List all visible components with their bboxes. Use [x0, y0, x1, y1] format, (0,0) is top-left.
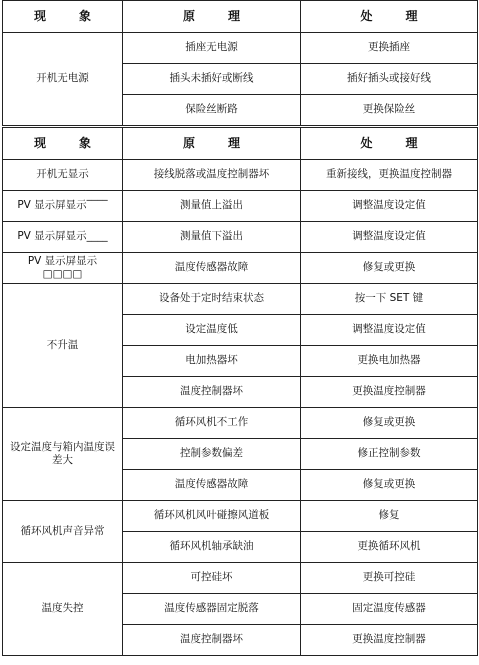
header-cause-label: 原 理 [183, 136, 255, 150]
action-cell: 按一下 SET 键 [301, 284, 478, 315]
phenomenon-cell: PV 显示屏显示□□□□ [3, 253, 123, 284]
phenomenon-cell: 设定温度与箱内温度误差大 [3, 408, 123, 501]
cause-cell: 设备处于定时结束状态 [123, 284, 301, 315]
table-row [3, 284, 478, 315]
cause-cell: 温度控制器坏 [123, 625, 301, 656]
cause-cell: 温度传感器固定脱落 [123, 594, 301, 625]
table-row [3, 501, 478, 532]
cause-cell: 测量值下溢出 [123, 222, 301, 253]
phenomenon-cell: PV 显示屏显示____ [3, 222, 123, 253]
cause-cell: 电加热器坏 [123, 346, 301, 377]
cause-cell: 循环风机风叶碰擦风道板 [123, 501, 301, 532]
cause-cell: 温度传感器故障 [123, 253, 301, 284]
cause-cell: 接线脱落或温度控制器坏 [123, 160, 301, 191]
phenomenon-cell: 温度失控 [3, 563, 123, 656]
cause-cell: 测量值上溢出 [123, 191, 301, 222]
phenomenon-cell: 开机无显示 [3, 160, 123, 191]
table-row [3, 191, 478, 222]
table-row [3, 563, 478, 594]
cause-cell: 设定温度低 [123, 315, 301, 346]
header-phenomenon [3, 1, 123, 33]
action-cell: 更换保险丝 [301, 95, 478, 127]
action-cell: 更换插座 [301, 33, 478, 64]
header-phenomenon-label: 现 象 [34, 9, 106, 23]
table-row [3, 408, 478, 439]
action-cell: 调整温度设定值 [301, 191, 478, 222]
header-phenomenon [3, 127, 123, 160]
action-cell: 更换循环风机 [301, 532, 478, 563]
action-cell: 更换电加热器 [301, 346, 478, 377]
phenomenon-cell: 不升温 [3, 284, 123, 408]
action-cell: 修复或更换 [301, 408, 478, 439]
header-action [301, 127, 478, 160]
header-action-label: 处 理 [360, 9, 432, 23]
phenomenon-cell: 循环风机声音异常 [3, 501, 123, 563]
action-cell: 插好插头或接好线 [301, 64, 478, 95]
header-row [3, 1, 478, 33]
phenomenon-cell: 开机无电源 [3, 33, 123, 127]
table-row [3, 222, 478, 253]
troubleshooting-table-body [3, 1, 478, 656]
header-action [301, 1, 478, 33]
table-row [3, 253, 478, 284]
cause-cell: 温度传感器故障 [123, 470, 301, 501]
action-cell: 更换温度控制器 [301, 377, 478, 408]
table-row [3, 160, 478, 191]
cause-cell: 控制参数偏差 [123, 439, 301, 470]
cause-cell: 温度控制器坏 [123, 377, 301, 408]
action-cell: 修正控制参数 [301, 439, 478, 470]
action-cell: 修复或更换 [301, 253, 478, 284]
troubleshooting-table [2, 0, 478, 656]
action-cell: 固定温度传感器 [301, 594, 478, 625]
header-row [3, 127, 478, 160]
header-cause [123, 127, 301, 160]
action-cell: 更换可控硅 [301, 563, 478, 594]
header-cause-label: 原 理 [183, 9, 255, 23]
cause-cell: 插座无电源 [123, 33, 301, 64]
cause-cell: 插头未插好或断线 [123, 64, 301, 95]
header-phenomenon-label: 现 象 [34, 136, 106, 150]
action-cell: 调整温度设定值 [301, 315, 478, 346]
table-row [3, 33, 478, 64]
phenomenon-cell: PV 显示屏显示‾‾‾‾ [3, 191, 123, 222]
header-action-label: 处 理 [360, 136, 432, 150]
action-cell: 更换温度控制器 [301, 625, 478, 656]
cause-cell: 保险丝断路 [123, 95, 301, 127]
action-cell: 修复或更换 [301, 470, 478, 501]
action-cell: 重新接线，更换温度控制器 [301, 160, 478, 191]
cause-cell: 可控硅坏 [123, 563, 301, 594]
cause-cell: 循环风机轴承缺油 [123, 532, 301, 563]
cause-cell: 循环风机不工作 [123, 408, 301, 439]
action-cell: 修复 [301, 501, 478, 532]
header-cause [123, 1, 301, 33]
action-cell: 调整温度设定值 [301, 222, 478, 253]
